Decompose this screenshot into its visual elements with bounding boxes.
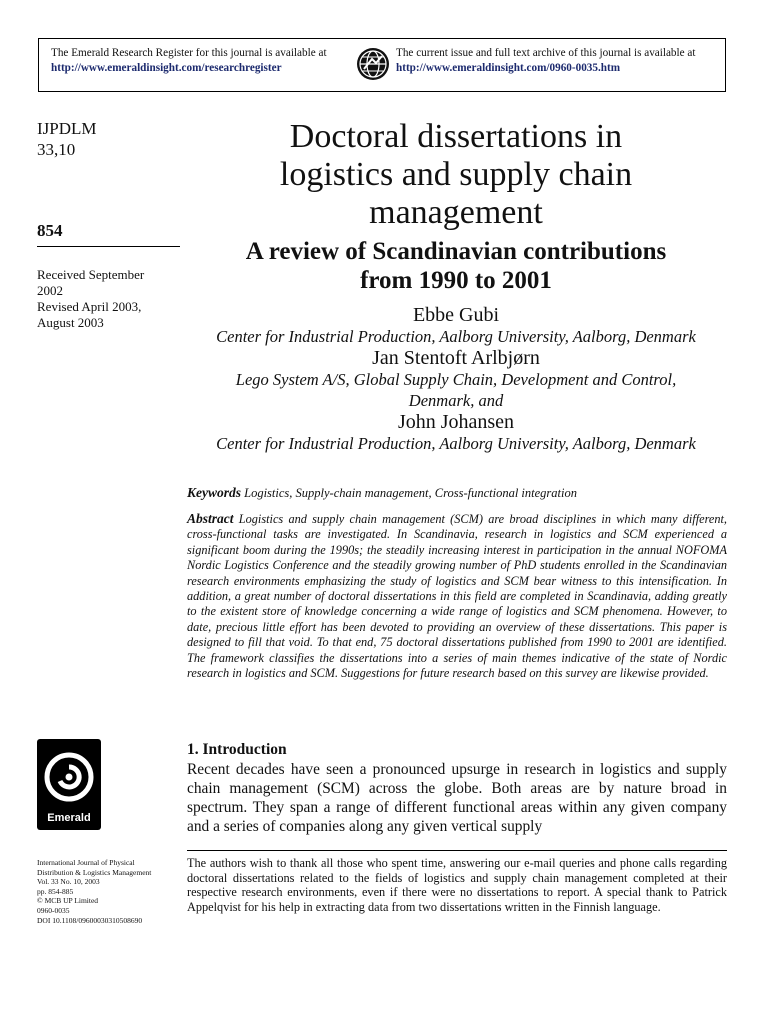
banner-right	[396, 46, 726, 76]
intro-paragraph: Recent decades have seen a pronounced upsurge in research in logistics and supply chain management (SCM) across the globe. Both areas are by nature broad in spectrum. They span a range of different functional areas within any given company and a series of companies along any given vertical supply	[187, 761, 727, 835]
keywords-label: Keywords	[187, 485, 241, 500]
author-affiliation: Center for Industrial Production, Aalborg University, Aalborg, Denmark	[216, 434, 696, 453]
footnote-divider	[187, 850, 727, 851]
keywords	[187, 485, 727, 501]
journal-archive-link[interactable]: http://www.emeraldinsight.com/0960-0035.htm	[396, 62, 621, 74]
keywords-text: Logistics, Supply-chain management, Cross-functional integration	[244, 486, 577, 500]
page-number: 854	[37, 221, 63, 240]
emerald-swirl-icon	[37, 743, 101, 813]
meta-line: © MCB UP Limited	[37, 896, 99, 906]
journal-abbrev: IJPDLM	[37, 119, 97, 138]
banner-left-text: The Emerald Research Register for this journal is available at	[51, 47, 327, 59]
author-affiliation: Denmark, and	[408, 391, 504, 410]
banner-right-text: The current issue and full text archive of this journal is available at	[396, 47, 696, 59]
subtitle-line-1: A review of Scandinavian contributions	[245, 238, 667, 265]
meta-line: Distribution & Logistics Management	[37, 867, 152, 877]
journal-volume-issue: 33,10	[37, 140, 76, 159]
title-line-2: logistics and supply chain	[279, 156, 633, 193]
received-line-2: 2002	[37, 283, 63, 298]
globe-icon	[356, 47, 390, 81]
meta-line: International Journal of Physical	[37, 858, 135, 867]
abstract-text: Logistics and supply chain management (SCM) are broad disciplines in which many different, cross-functional tasks are investigated. In Scandinavia, research in logistics and SCM experienced a significant boom during the 1990s; the steadily increasing interest in participation in the annual NOFOMA Nordic Logistics Conference and the steadily growing number of PhD students enrolled in the Scandinavian research environments emphasizing the study of logistics and SCM bear witness to this intensification. In addition, a great number of doctoral dissertations in this field are completed in Scandinavia, adding greatly to the existent store of knowledge concerning a wide range of logistics and SCM phenomena. However, to date, precious little effort has been devoted to providing an overview of these dissertations. This paper is designed to fill that void. To that end, 75 doctoral dissertations published from 1990 to 2001 are identified. The framework classifies the dissertations into a series of main themes indicative of the state of Nordic research in logistics and SCM. Suggestions for future research based on this survey are likewise provided.	[187, 512, 728, 681]
author-affiliation: Lego System A/S, Global Supply Chain, Development and Control,	[235, 370, 677, 389]
publication-metadata	[37, 858, 187, 925]
article-subtitle	[186, 237, 726, 295]
section-heading: 1. Introduction	[187, 741, 287, 758]
author-affiliation: Center for Industrial Production, Aalborg University, Aalborg, Denmark	[216, 327, 696, 346]
abstract	[187, 511, 727, 681]
journal-info	[37, 118, 97, 160]
research-register-link[interactable]: http://www.emeraldinsight.com/researchregister	[51, 62, 282, 74]
author-name: John Johansen	[397, 411, 515, 433]
logo-text: Emerald	[47, 812, 91, 824]
article-dates	[37, 267, 177, 331]
doi[interactable]: DOI 10.1108/09600030310508690	[37, 915, 143, 925]
meta-line: 0960-0035	[37, 905, 70, 915]
title-line-1: Doctoral dissertations in	[289, 118, 623, 155]
revised-line-2: August 2003	[37, 315, 104, 330]
banner-left	[51, 46, 351, 76]
article-title	[186, 118, 726, 232]
author-name: Jan Stentoft Arlbjørn	[372, 347, 540, 369]
emerald-logo	[37, 739, 101, 830]
subtitle-line-2: from 1990 to 2001	[360, 267, 552, 294]
access-banner	[38, 38, 726, 92]
title-line-3: management	[369, 194, 543, 231]
meta-line: Vol. 33 No. 10, 2003	[37, 877, 100, 887]
author-block	[186, 304, 726, 454]
acknowledgement-footnote: The authors wish to thank all those who spent time, answering our e-mail queries and phone calls regarding doctoral dissertations related to the fields of logistics and supply chain management completed at their respective research environments, even if there were no dissertations to report. A special thank to Patrick Appelqvist for his help in extracting data from two dissertations written in the Finnish language.	[187, 856, 727, 915]
abstract-label: Abstract	[187, 511, 234, 526]
author-name: Ebbe Gubi	[412, 304, 500, 326]
meta-line: pp. 854-885	[37, 886, 74, 896]
revised-line-1: Revised April 2003,	[37, 299, 142, 314]
received-line-1: Received September	[37, 267, 145, 282]
margin-divider	[37, 246, 180, 247]
